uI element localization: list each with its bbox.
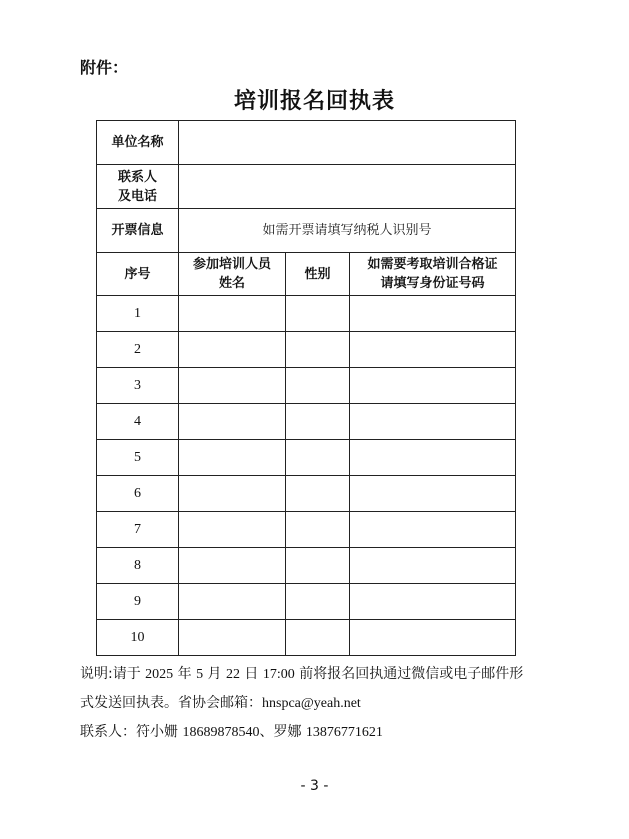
id-number-cell[interactable] [350,512,516,548]
row-number: 4 [97,404,179,440]
id-number-header [350,253,516,296]
id-number-cell[interactable] [350,548,516,584]
trainee-name-cell[interactable] [179,440,286,476]
contact-label-line1: 联系人 [117,169,157,185]
contact-phone-1: 18689878540 [182,725,260,740]
table-row [97,512,516,548]
trainee-name-cell[interactable] [179,584,286,620]
id-number-cell[interactable] [350,476,516,512]
row-number: 8 [97,548,179,584]
note-text: 说明:请于 [80,666,146,682]
gender-cell[interactable] [286,512,350,548]
table-row [97,548,516,584]
trainee-name-header-line1: 参加培训人员 [192,257,271,272]
row-number: 3 [97,368,179,404]
note-text: 联系人：符小姗 [80,724,183,740]
unit-name-label: 单位名称 [97,121,179,165]
instruction-line-2 [80,689,555,718]
table-row [97,332,516,368]
invoice-row [97,209,516,253]
note-text: 年 [173,666,197,682]
attachment-label: 附件： [80,58,129,77]
row-number: 9 [97,584,179,620]
instruction-line-1 [80,660,555,689]
table-row [97,296,516,332]
id-number-cell[interactable] [350,368,516,404]
contact-row [97,165,516,209]
table-row [97,584,516,620]
association-email[interactable]: hnspca@yeah.net [262,696,361,711]
id-number-cell[interactable] [350,404,516,440]
table-row [97,368,516,404]
column-header-row [97,253,516,296]
invoice-field[interactable]: 如需开票请填写纳税人识别号 [179,209,516,253]
trainee-name-cell[interactable] [179,404,286,440]
unit-row [97,121,516,165]
trainee-name-header-line2: 姓名 [218,276,245,291]
gender-cell[interactable] [286,404,350,440]
id-number-cell[interactable] [350,332,516,368]
deadline-month: 5 [196,667,204,682]
deadline-day: 22 [225,667,240,682]
seq-header: 序号 [97,253,179,296]
gender-cell[interactable] [286,476,350,512]
row-number: 6 [97,476,179,512]
trainee-name-cell[interactable] [179,512,286,548]
trainee-name-cell[interactable] [179,548,286,584]
gender-cell[interactable] [286,368,350,404]
trainee-name-header [179,253,286,296]
invoice-label: 开票信息 [97,209,179,253]
trainee-name-cell[interactable] [179,296,286,332]
trainee-name-cell[interactable] [179,476,286,512]
unit-name-field[interactable] [179,121,516,165]
contact-phone-2: 13876771621 [305,725,383,740]
page-number: - 3 - [300,778,329,794]
table-row [97,440,516,476]
note-text: 日 [239,666,263,682]
row-number: 2 [97,332,179,368]
id-number-header-line1: 如需要考取培训合格证 [367,257,498,272]
table-row [97,620,516,656]
instruction-line-3 [80,718,555,747]
id-number-cell[interactable] [350,440,516,476]
gender-cell[interactable] [286,332,350,368]
deadline-year: 2025 [145,667,174,682]
gender-cell[interactable] [286,548,350,584]
contact-label [97,165,179,209]
row-number: 5 [97,440,179,476]
note-text: 、罗娜 [259,724,306,740]
id-number-cell[interactable] [350,620,516,656]
deadline-time: 17:00 [262,667,295,682]
gender-cell[interactable] [286,620,350,656]
gender-cell[interactable] [286,440,350,476]
contact-field[interactable] [179,165,516,209]
trainee-name-cell[interactable] [179,368,286,404]
gender-cell[interactable] [286,584,350,620]
table-row [97,404,516,440]
row-number: 10 [97,620,179,656]
note-text: 前将报名回执通过微信或电子邮件形 [294,666,524,682]
contact-label-line2: 及电话 [117,188,157,204]
id-number-cell[interactable] [350,296,516,332]
row-number: 1 [97,296,179,332]
page-title: 培训报名回执表 [233,89,395,114]
gender-header: 性别 [286,253,350,296]
id-number-header-line2: 请填写身份证号码 [380,276,485,291]
trainee-name-cell[interactable] [179,332,286,368]
trainee-name-cell[interactable] [179,620,286,656]
registration-table [96,120,516,656]
note-text: 式发送回执表。省协会邮箱： [80,695,262,711]
gender-cell[interactable] [286,296,350,332]
table-row [97,476,516,512]
instructions [80,660,555,747]
id-number-cell[interactable] [350,584,516,620]
note-text: 月 [203,666,226,682]
row-number: 7 [97,512,179,548]
